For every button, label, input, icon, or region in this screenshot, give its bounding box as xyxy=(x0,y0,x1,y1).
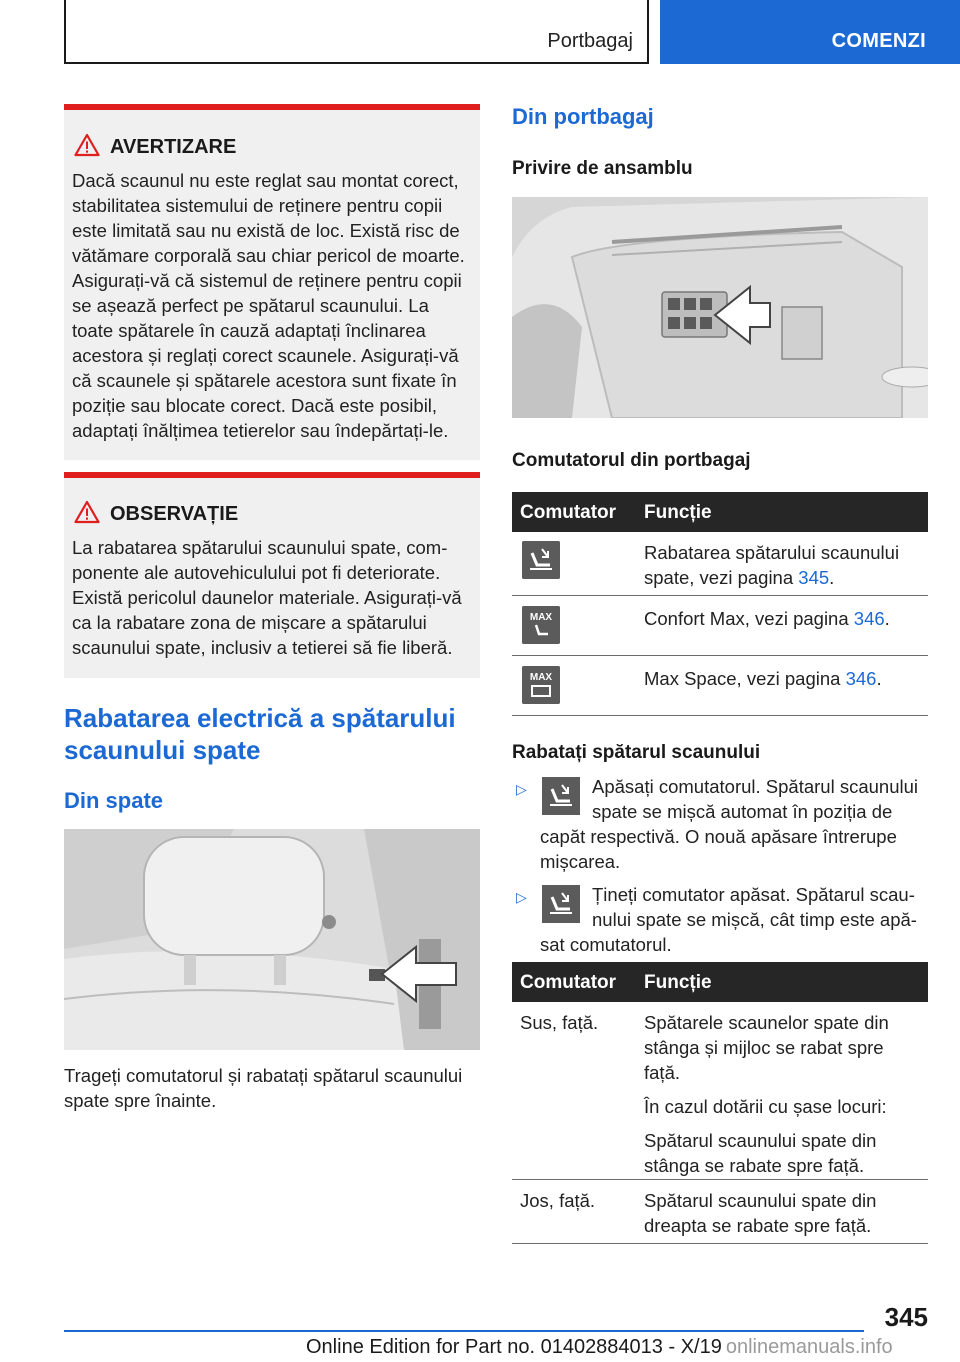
seat-fold-icon xyxy=(522,541,560,579)
table-row xyxy=(512,1002,928,1180)
rear-caption: Trageți comutatorul și rabatați spătarul scaunului spate spre înainte. xyxy=(64,1065,463,1111)
table-row xyxy=(512,1180,928,1244)
trunk-switch-photo xyxy=(512,197,928,418)
row-function-text: Spătarul scaunului spate din dreapta se rabate spre față. xyxy=(644,1190,877,1236)
row-switch-text: Jos, față. xyxy=(520,1190,596,1211)
page-number: 345 xyxy=(884,1302,928,1332)
note-title: OBSERVAȚIE xyxy=(110,503,239,525)
triangle-bullet-icon: ▷ xyxy=(516,889,527,905)
from-rear-heading: Din spate xyxy=(64,788,164,813)
row-function-text: Rabatarea spătarului scaunului spate, vezi pagina 345. xyxy=(644,542,900,588)
overview-heading: Privire de ansamblu xyxy=(512,158,693,179)
warning-box xyxy=(64,104,480,460)
page-link[interactable]: 346 xyxy=(853,608,885,629)
col-function-header: Funcție xyxy=(644,502,712,523)
section-title: Rabatarea electrică a spătarului scaunului spate xyxy=(64,703,456,765)
page-link[interactable]: 346 xyxy=(845,668,877,689)
note-box xyxy=(64,472,480,678)
fold-heading: Rabatați spătarul scaunului xyxy=(512,742,761,763)
svg-text:MAX: MAX xyxy=(529,612,553,623)
note-text: La rabatarea spătarului scaunului spate, com- ponente ale autovehiculului pot fi deteriorate. Există pericolul daunelor materiale. Asigurați-vă ca la rabatare zona de mișcare a spătarului scaunului spate, inclusiv a tetierei să fie liberă. xyxy=(72,537,462,658)
seat-fold-icon xyxy=(542,777,580,815)
warning-triangle-icon xyxy=(74,133,100,157)
row-switch-text: Sus, față. xyxy=(520,1012,599,1033)
table-row xyxy=(512,596,928,656)
rear-seat-photo xyxy=(64,829,480,1050)
row-function-text: Max Space, vezi pagina 346. xyxy=(644,668,882,689)
table-header xyxy=(512,962,928,1002)
row-function-text: Confort Max, vezi pagina 346. xyxy=(644,608,890,629)
switch-heading: Comutatorul din portbagaj xyxy=(512,450,751,471)
footer-edition: Online Edition for Part no. 01402884013 - X/19 onlinemanuals.info xyxy=(306,1336,893,1358)
caution-triangle-icon xyxy=(74,500,100,524)
col-switch-header: Comutator xyxy=(520,502,617,523)
header-section-label: Portbagaj xyxy=(547,30,633,52)
warning-text: Dacă scaunul nu este reglat sau montat corect, stabilitatea sistemului de reținere pentru copii este limitată sau nu există de loc. Există risc de vătămare corporală sau chiar pericol de moarte. Asigurați-vă că sistemul de reținere pentru copii se așează perfect pe spătarul scaunului. La toate spătarele în cauză adaptați înclinarea acestora și reglați corect scaunele. Asigurați-vă că scaunele și spătarele acestora sunt fixate în poziție sau blocate corect. Dacă este posibil, adaptați înălțimea tetierelor sau îndepărtați-le. xyxy=(72,170,465,441)
table-header xyxy=(512,492,928,532)
page-link[interactable]: 345 xyxy=(798,567,830,588)
seat-fold-icon xyxy=(542,885,580,923)
footer-divider xyxy=(64,1330,864,1332)
trunk-heading: Din portbagaj xyxy=(512,104,654,129)
svg-text:MAX: MAX xyxy=(529,672,553,683)
watermark: onlinemanuals.info xyxy=(725,1336,893,1358)
col-switch-header: Comutator xyxy=(520,972,617,993)
max-comfort-icon xyxy=(522,606,560,644)
triangle-bullet-icon: ▷ xyxy=(516,781,527,797)
table-row xyxy=(512,532,928,596)
list-item: ▷ Apăsați comutatorul. Spătarul scaunului spate se mișcă automat în poziția de capăt respectivă. O nouă apăsare întrerupe mișcarea. xyxy=(516,776,918,872)
header-chapter-tab xyxy=(660,0,960,64)
switch-direction-table xyxy=(512,962,928,1244)
header-section-tab xyxy=(64,0,649,64)
switch-function-table xyxy=(512,492,928,716)
header-chapter-label: COMENZI xyxy=(831,30,926,52)
row-function-text: Spătarele scaunelor spate din stânga și mijloc se rabat spre față. În cazul dotării cu șase locuri: Spătarul scaunului spate din stânga se rabate spre față. xyxy=(644,1012,889,1176)
max-space-icon xyxy=(522,666,560,704)
table-row xyxy=(512,656,928,716)
list-item: ▷ Țineți comutator apăsat. Spătarul scau- nului spate se mișcă, cât timp este apă- sat comutatorul. xyxy=(516,884,917,955)
col-function-header: Funcție xyxy=(644,972,712,993)
warning-title: AVERTIZARE xyxy=(110,136,237,158)
